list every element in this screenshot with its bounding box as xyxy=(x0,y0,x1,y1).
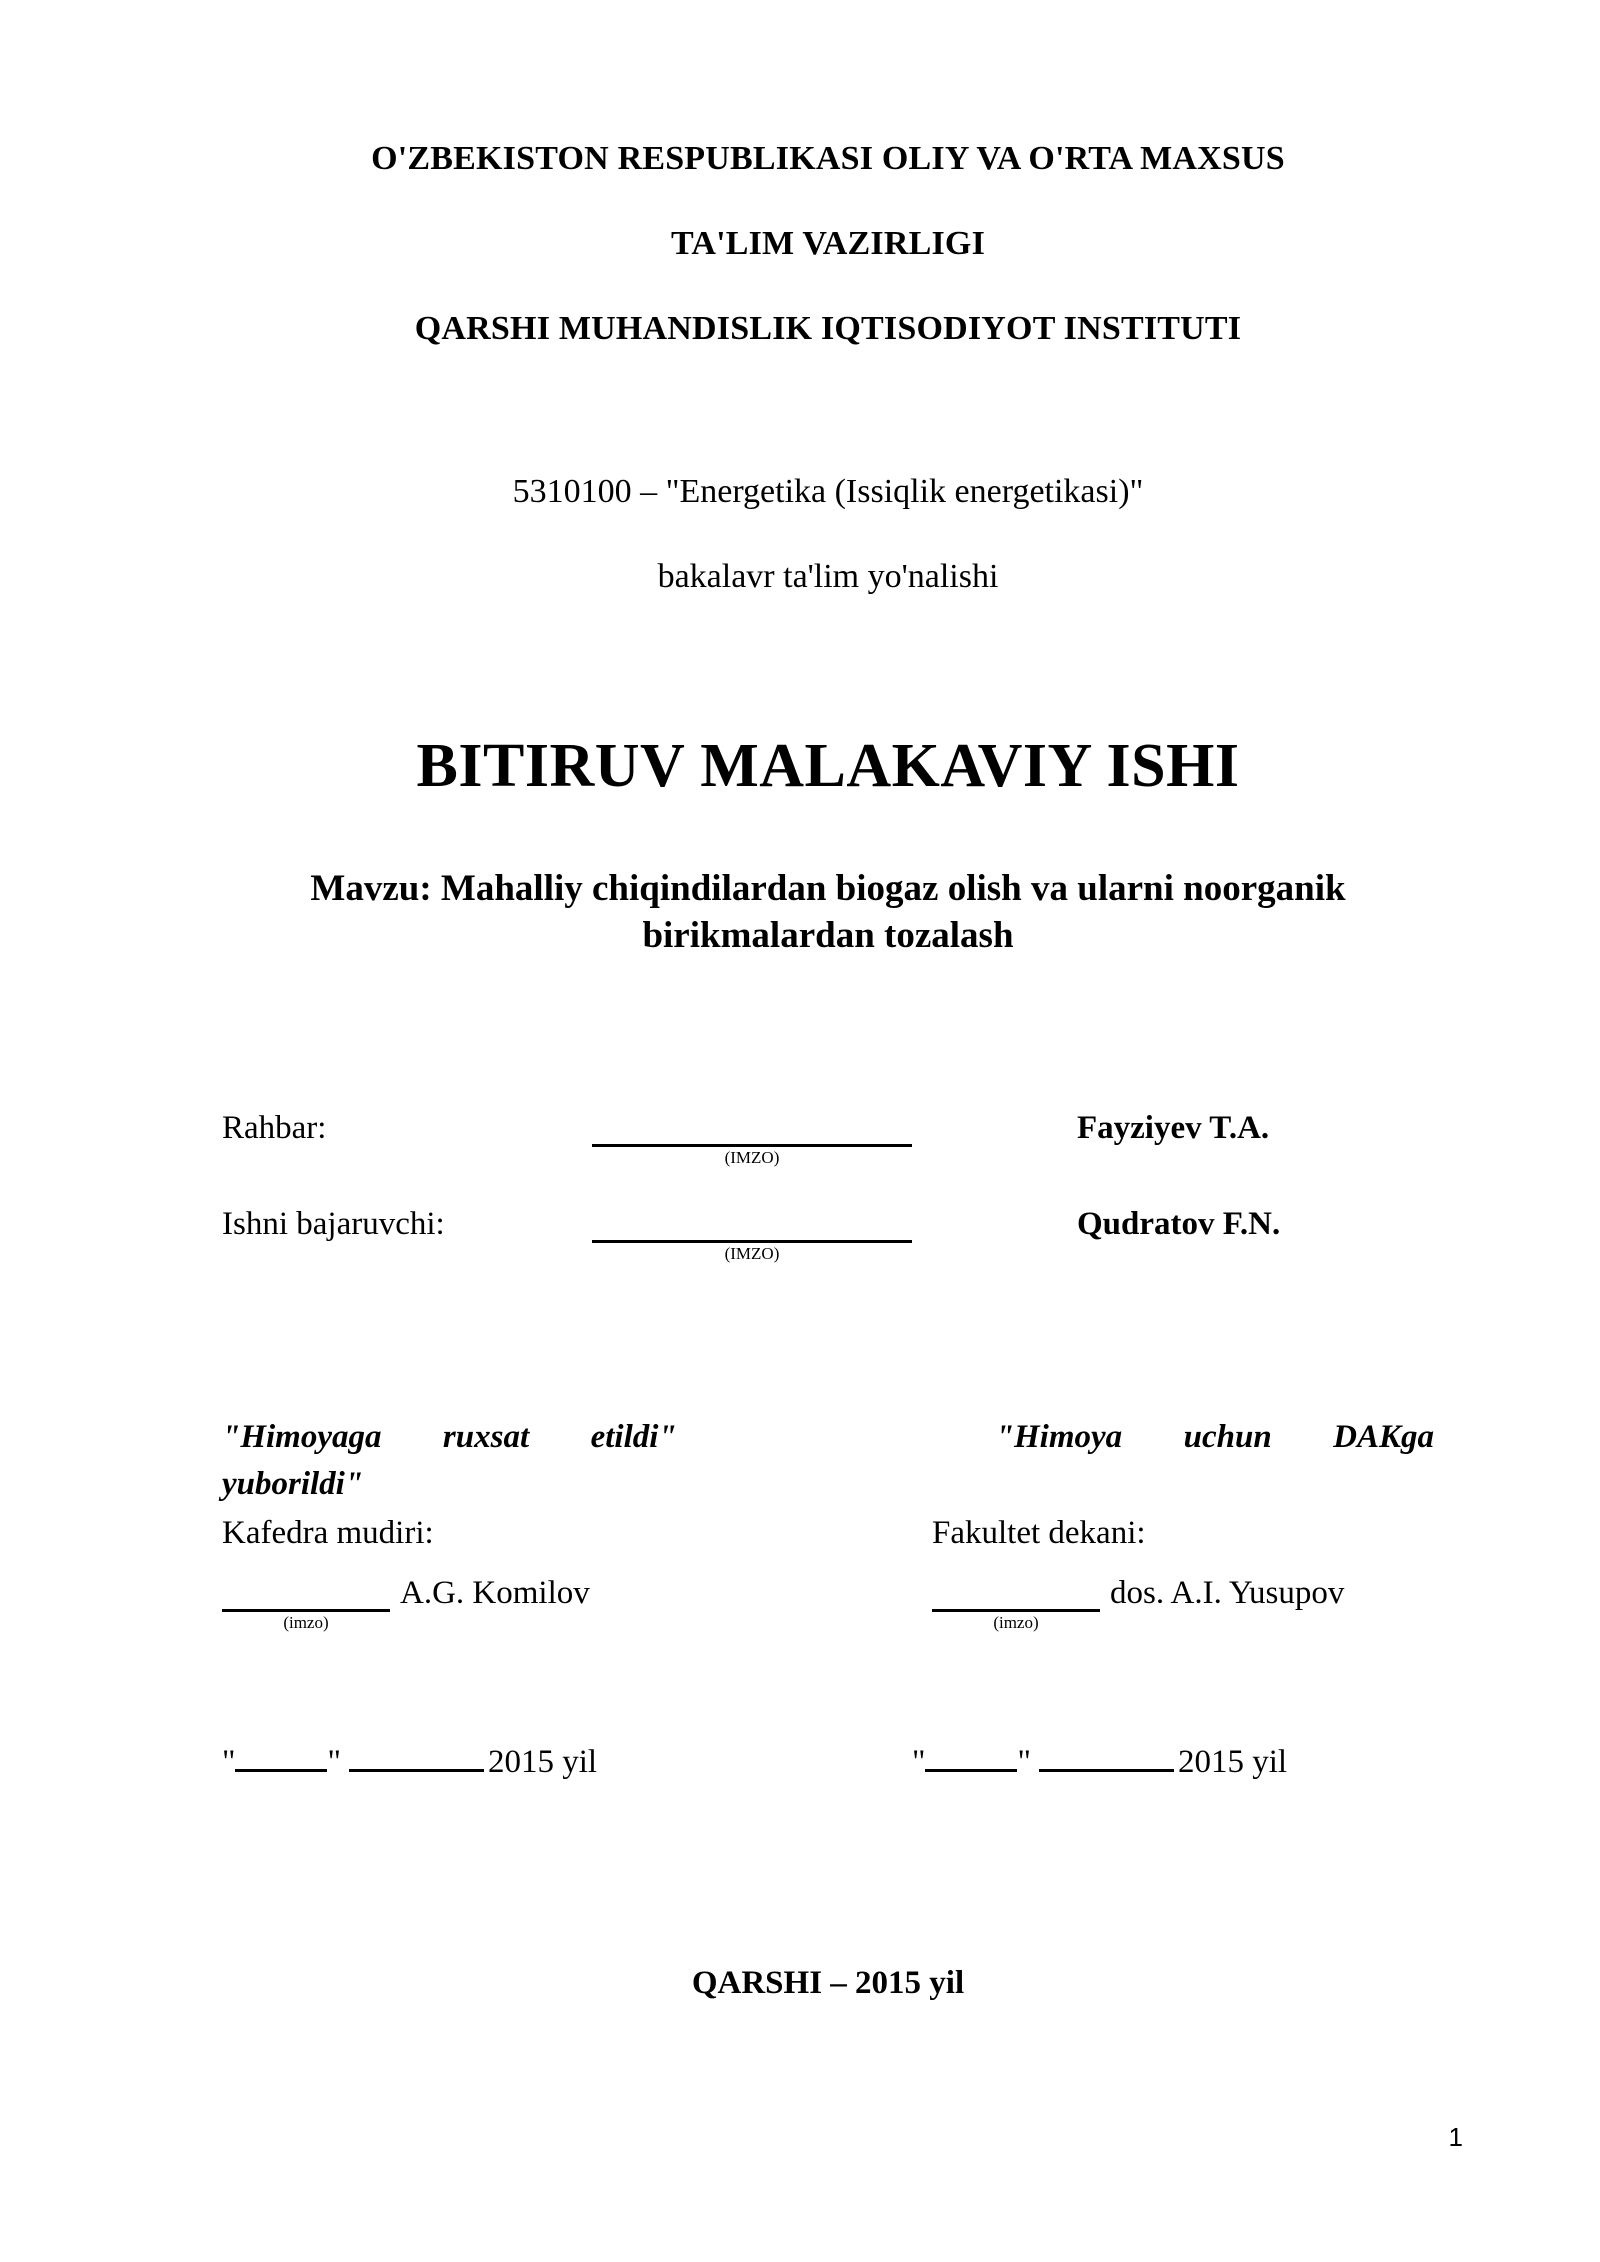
thesis-subject xyxy=(222,865,1434,960)
department-head-date xyxy=(222,1743,597,1781)
page-number: 1 xyxy=(1448,2122,1463,2152)
faculty-dean-imzo-label: (imzo) xyxy=(993,1613,1039,1633)
date-right-day-blank[interactable] xyxy=(925,1743,1017,1772)
approval-quote-right-word-3: DAKga xyxy=(1333,1418,1435,1455)
date-left-quote-open: " xyxy=(222,1744,236,1781)
program-level: bakalavr ta'lim yo'nalishi xyxy=(657,558,999,595)
date-right-month-blank[interactable] xyxy=(1039,1743,1174,1772)
page-content xyxy=(222,0,1434,2002)
signature-row-author xyxy=(222,1206,1434,1302)
department-head-signature-field[interactable] xyxy=(222,1575,390,1633)
supervisor-name: Fayziyev T.A. xyxy=(1077,1109,1270,1146)
department-head-name: A.G. Komilov xyxy=(400,1575,590,1612)
department-head-role-label: Kafedra mudiri: xyxy=(222,1515,434,1552)
approval-quote-left: "Himoyaga ruxsat etildi" xyxy=(222,1418,677,1455)
ministry-line-1: O'ZBEKISTON RESPUBLIKASI OLIY VA O'RTA MAXSUS xyxy=(371,140,1285,177)
program-code: 5310100 – "Energetika (Issiqlik energetikasi)" xyxy=(512,473,1144,510)
faculty-dean-date xyxy=(912,1743,1287,1781)
approval-quote-continuation: yuborildi" xyxy=(222,1465,364,1502)
date-right-year: 2015 yil xyxy=(1177,1744,1288,1781)
department-head-imzo-label: (imzo) xyxy=(283,1613,329,1633)
author-role-label: Ishni bajaruvchi: xyxy=(222,1205,445,1242)
approval-roles xyxy=(222,1515,1434,1567)
author-name: Qudratov F.N. xyxy=(1077,1205,1281,1242)
place-and-year: QARSHI – 2015 yil xyxy=(691,1965,965,2002)
date-left-quote-close: " xyxy=(327,1744,341,1781)
faculty-dean-role-label: Fakultet dekani: xyxy=(932,1515,1146,1552)
author-signature-field[interactable] xyxy=(592,1206,912,1264)
approval-quote-right-word-2: uchun xyxy=(1183,1418,1272,1455)
supervisor-imzo-label: (IMZO) xyxy=(724,1147,780,1167)
supervisor-signature-rule xyxy=(592,1110,912,1147)
approval-block xyxy=(222,1414,1434,1814)
supervisor-role-label: Rahbar: xyxy=(222,1109,327,1146)
date-right-quote-close: " xyxy=(1017,1744,1031,1781)
approval-quote-right-word-1: "Himoya xyxy=(995,1418,1123,1455)
signature-block xyxy=(222,1110,1434,1302)
date-left-month-blank[interactable] xyxy=(349,1743,484,1772)
faculty-dean-signature-field[interactable] xyxy=(932,1575,1100,1633)
ministry-line-2: TA'LIM VAZIRLIGI xyxy=(670,225,985,262)
approval-quotes xyxy=(222,1414,1434,1461)
approval-quote-continuation-line xyxy=(222,1461,1434,1508)
department-head-signature-cell xyxy=(222,1575,590,1633)
signature-row-supervisor xyxy=(222,1110,1434,1206)
faculty-dean-name: dos. A.I. Yusupov xyxy=(1110,1575,1345,1612)
author-imzo-label: (IMZO) xyxy=(724,1243,780,1263)
author-signature-rule xyxy=(592,1206,912,1243)
document-title: BITIRUV MALAKAVIY ISHI xyxy=(416,732,1240,800)
date-left-day-blank[interactable] xyxy=(235,1743,327,1772)
date-right-quote-open: " xyxy=(912,1744,926,1781)
supervisor-signature-field[interactable] xyxy=(592,1110,912,1168)
thesis-subject-line-1: Mavzu: Mahalliy chiqindilardan biogaz olish va ularni noorganik xyxy=(310,868,1346,909)
faculty-dean-signature-cell xyxy=(932,1575,1344,1633)
approval-dates xyxy=(222,1743,1434,1813)
institute-name: QARSHI MUHANDISLIK IQTISODIYOT INSTITUTI xyxy=(414,310,1242,347)
faculty-dean-signature-rule xyxy=(932,1575,1100,1612)
approval-names xyxy=(222,1575,1434,1671)
date-left-year: 2015 yil xyxy=(487,1744,598,1781)
department-head-signature-rule xyxy=(222,1575,390,1612)
thesis-subject-line-2: birikmalardan tozalash xyxy=(642,915,1014,957)
